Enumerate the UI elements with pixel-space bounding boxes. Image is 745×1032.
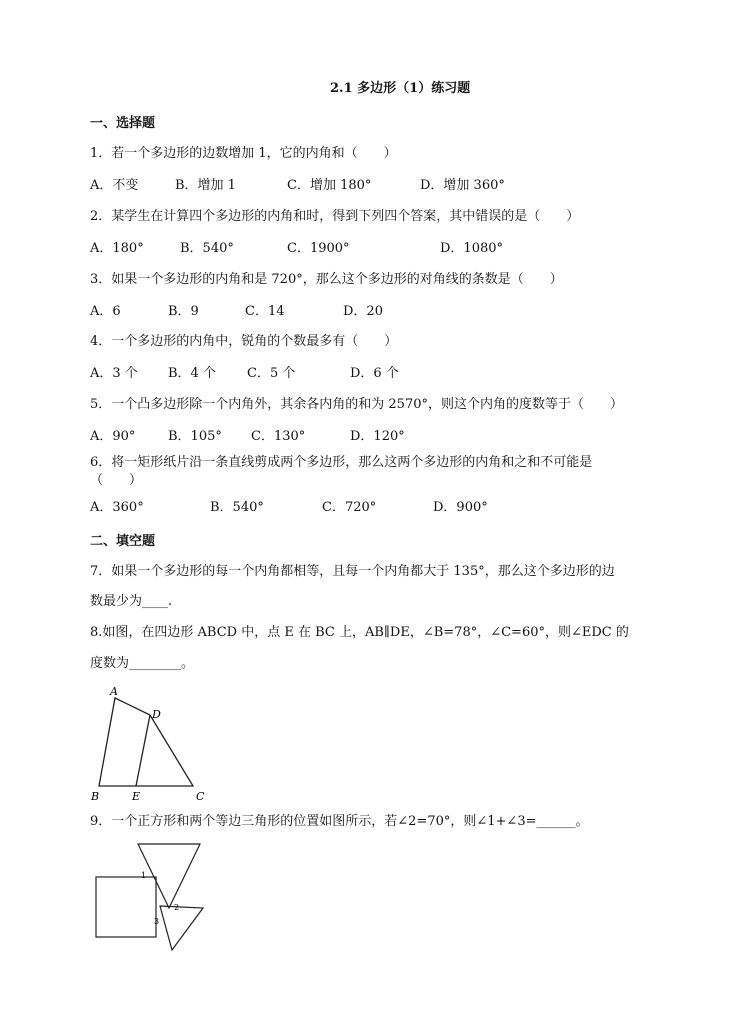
q1-option-a: A．不变 xyxy=(90,178,139,193)
question-8-line-2: 度数为________。 xyxy=(90,656,195,671)
page-title: 2.1 多边形（1）练习题 xyxy=(330,81,471,96)
triangle-lower xyxy=(160,906,203,950)
q3-option-d: D．20 xyxy=(343,304,383,319)
question-7-line-2: 数最少为____. xyxy=(90,594,173,609)
q5-option-d: D．120° xyxy=(350,429,405,444)
label-angle-2: 2 xyxy=(174,903,180,912)
q1-option-d: D．增加 360° xyxy=(420,178,505,193)
label-e: E xyxy=(132,790,141,803)
q4-option-b: B．4 个 xyxy=(168,366,216,381)
square-shape xyxy=(96,877,156,937)
q2-option-d: D．1080° xyxy=(440,241,504,256)
q6-option-a: A．360° xyxy=(90,500,144,515)
label-b: B xyxy=(91,790,100,803)
quadrilateral-abcd xyxy=(99,698,193,786)
question-8-line-1: 8.如图，在四边形 ABCD 中，点 E 在 BC 上，AB∥DE，∠B=78°，∠C=60°，则∠EDC 的 xyxy=(90,625,629,640)
triangle-upper xyxy=(138,844,200,908)
segment-de xyxy=(136,715,150,786)
question-2: 2．某学生在计算四个多边形的内角和时，得到下列四个答案，其中错误的是（ ） xyxy=(90,209,580,224)
q1-option-c: C．增加 180° xyxy=(287,178,372,193)
question-7-line-1: 7．如果一个多边形的每一个内角都相等，且每一个内角都大于 135°，那么这个多边形的边 xyxy=(90,564,615,579)
q5-option-a: A．90° xyxy=(90,429,136,444)
q2-option-b: B．540° xyxy=(180,241,234,256)
q6-option-d: D．900° xyxy=(433,500,488,515)
q3-option-b: B．9 xyxy=(168,304,199,319)
question-4: 4．一个多边形的内角中，锐角的个数最多有（ ） xyxy=(90,334,398,349)
q5-option-c: C．130° xyxy=(251,429,306,444)
section-heading-choice: 一、选择题 xyxy=(90,116,156,131)
square-triangles-figure xyxy=(90,840,215,955)
question-3: 3．如果一个多边形的内角和是 720°，那么这个多边形的对角线的条数是（ ） xyxy=(90,272,563,287)
q3-option-c: C．14 xyxy=(245,304,285,319)
label-angle-1: 1 xyxy=(141,871,147,880)
question-6-line-1: 6．将一矩形纸片沿一条直线剪成两个多边形，那么这两个多边形的内角和之和不可能是 xyxy=(90,455,593,470)
question-5: 5．一个凸多边形除一个内角外，其余各内角的和为 2570°，则这个内角的度数等于（ ） xyxy=(90,397,623,412)
label-angle-3: 3 xyxy=(154,917,160,926)
label-d: D xyxy=(152,708,161,721)
label-c: C xyxy=(196,790,205,803)
q6-option-b: B．540° xyxy=(210,500,264,515)
q1-option-b: B．增加 1 xyxy=(175,178,236,193)
question-1: 1．若一个多边形的边数增加 1，它的内角和（ ） xyxy=(90,146,397,161)
q2-option-c: C．1900° xyxy=(287,241,350,256)
q5-option-b: B．105° xyxy=(168,429,222,444)
q2-option-a: A．180° xyxy=(90,241,144,256)
question-6-line-2: （ ） xyxy=(90,473,143,488)
q4-option-c: C．5 个 xyxy=(247,366,296,381)
q4-option-a: A．3 个 xyxy=(90,366,138,381)
q4-option-d: D．6 个 xyxy=(350,366,399,381)
label-a: A xyxy=(110,685,118,698)
question-9: 9．一个正方形和两个等边三角形的位置如图所示，若∠2=70°，则∠1+∠3=______。 xyxy=(90,814,589,829)
q3-option-a: A．6 xyxy=(90,304,121,319)
quadrilateral-figure xyxy=(88,684,218,804)
section-heading-fill: 二、填空题 xyxy=(90,534,156,549)
q6-option-c: C．720° xyxy=(322,500,377,515)
